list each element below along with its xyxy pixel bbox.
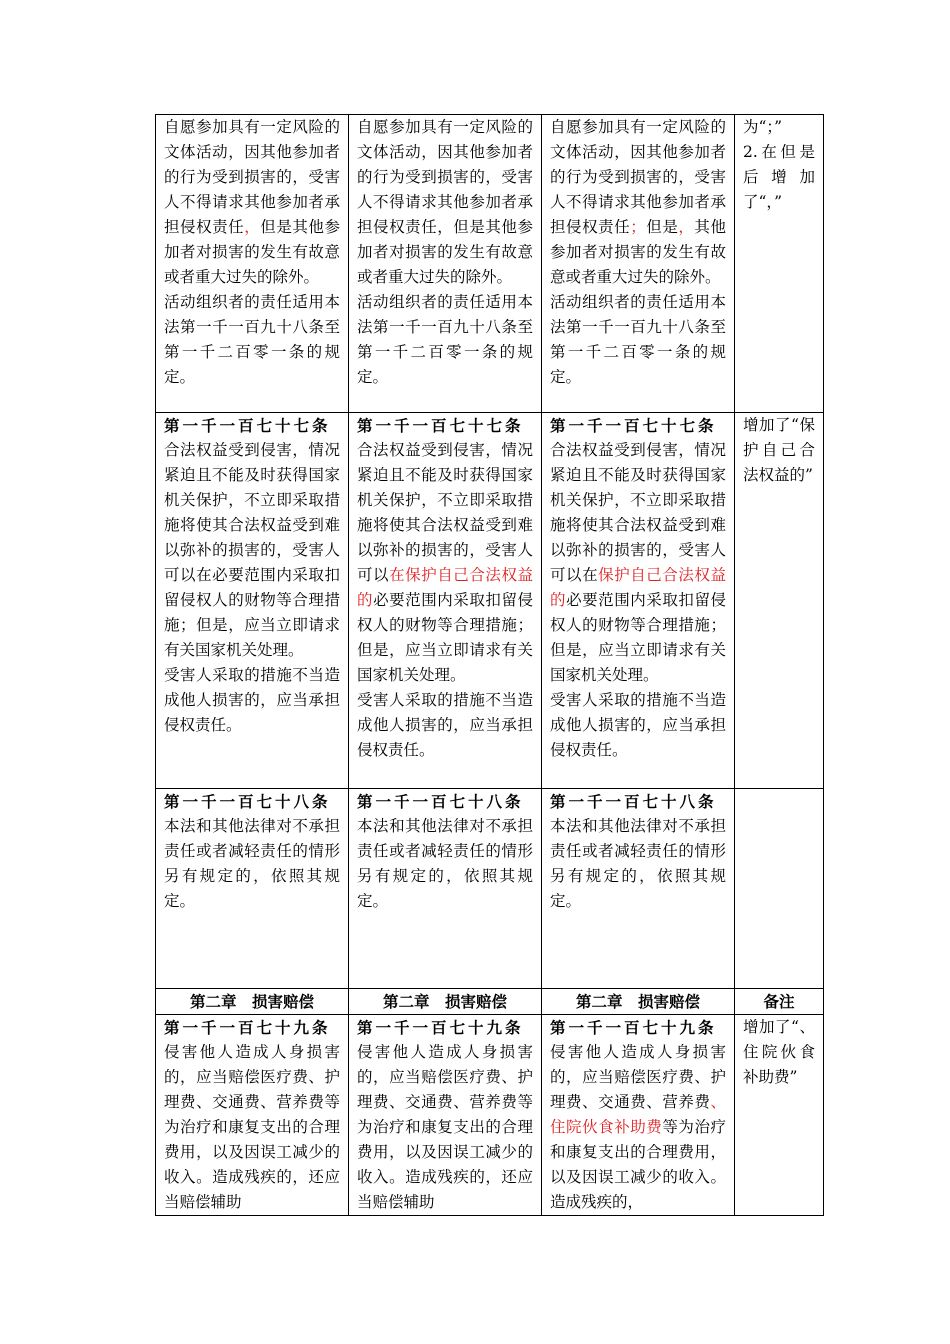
- changed-text: ，: [244, 218, 261, 236]
- changed-text: 、住院伙食补助费: [550, 1093, 726, 1136]
- paragraph: 本法和其他法律对不承担责任或者减轻责任的情形另有规定的，依照其规定。: [357, 817, 533, 910]
- paragraph: 受害人采取的措施不当造成他人损害的，应当承担侵权责任。: [164, 666, 340, 734]
- changed-text: 保护自己合法权益的: [550, 566, 726, 609]
- paragraph: 本法和其他法律对不承担责任或者减轻责任的情形另有规定的，依照其规定。: [550, 817, 726, 910]
- article-title: 第一千一百七十七条: [550, 416, 717, 435]
- paragraph: 合法权益受到侵害，情况紧迫且不能及时获得国家机关保护，不立即采取措施将使其合法权益受到难以弥补的损害的，受害人可以在必要范围内采取扣留侵权人的财物等合理措施；但是，应当立即请求有关国家机关处理。: [164, 441, 340, 659]
- cell-col3: 自愿参加具有一定风险的文体活动，因其他参加者的行为受到损害的，受害人不得请求其他参加者承担侵权责任；但是，其他参加者对损害的发生有故意或者重大过失的除外。 活动组织者的责任适用本法第一千一百九十八条至第一千二百零一条的规定。: [542, 115, 735, 413]
- cell-col2: [349, 1015, 542, 1216]
- paragraph: 自愿参加具有一定风险的文体活动，因其他参加者的行为受到损害的，受害人不得请求其他参加者承担侵权责任，但是其他参加者对损害的发生有故意或者重大过失的除外。: [357, 118, 533, 286]
- cell-col2: [349, 789, 542, 989]
- article-title: 第一千一百七十八条: [357, 792, 524, 811]
- note-cell: 增加了“保护自己合法权益的”: [735, 413, 824, 789]
- paragraph: 受害人采取的措施不当造成他人损害的，应当承担侵权责任。: [357, 691, 533, 759]
- paragraph: 本法和其他法律对不承担责任或者减轻责任的情形另有规定的，依照其规定。: [164, 817, 340, 910]
- chapter-heading: 第二章 损害赔偿: [542, 989, 735, 1015]
- paragraph: 活动组织者的责任适用本法第一千一百九十八条至第一千二百零一条的规定。: [357, 293, 533, 386]
- article-title: 第一千一百七十七条: [164, 416, 331, 435]
- changed-text: ；: [630, 218, 646, 236]
- cell-col2: 第一千一百七十七条 合法权益受到侵害，情况紧迫且不能及时获得国家机关保护，不立即采取措施将使其合法权益受到难以弥补的损害的，受害人可以在保护自己合法权益的必要范围内采取扣留侵权人的财物等合理措施；但是，应当立即请求有关国家机关处理。 受害人采取的措施不当造成他人损害的，应当承担侵权责任。: [349, 413, 542, 789]
- chapter-heading: 第二章 损害赔偿: [349, 989, 542, 1015]
- article-title: 第一千一百七十九条: [357, 1018, 524, 1037]
- note-cell: 为“；” 2.在但是后增加了“，”: [735, 115, 824, 413]
- paragraph: 侵害他人造成人身损害的，应当赔偿医疗费、护理费、交通费、营养费等为治疗和康复支出的合理费用，以及因误工减少的收入。造成残疾的，还应当赔偿辅助: [357, 1043, 533, 1211]
- cell-col1: [156, 413, 349, 789]
- changed-text: 在保护自己合法权益的: [357, 566, 533, 609]
- article-title: 第一千一百七十八条: [164, 792, 331, 811]
- table-row: [156, 413, 824, 789]
- note-cell: [735, 789, 824, 989]
- table-row: [156, 115, 824, 413]
- article-title: 第一千一百七十八条: [550, 792, 717, 811]
- article-title: 第一千一百七十九条: [164, 1018, 331, 1037]
- paragraph: 活动组织者的责任适用本法第一千一百九十八条至第一千二百零一条的规定。: [550, 293, 726, 386]
- cell-col3: 第一千一百七十九条 侵害他人造成人身损害的，应当赔偿医疗费、护理费、交通费、营养费、住院伙食补助费等为治疗和康复支出的合理费用，以及因误工减少的收入。造成残疾的，: [542, 1015, 735, 1216]
- cell-col2: [349, 115, 542, 413]
- paragraph: 活动组织者的责任适用本法第一千一百九十八条至第一千二百零一条的规定。: [164, 293, 340, 386]
- table-row: [156, 1015, 824, 1216]
- comparison-table: [155, 114, 824, 1216]
- note-heading: 备注: [735, 989, 824, 1015]
- paragraph: 受害人采取的措施不当造成他人损害的，应当承担侵权责任。: [550, 691, 726, 759]
- article-title: 第一千一百七十七条: [357, 416, 524, 435]
- cell-col1: 自愿参加具有一定风险的文体活动，因其他参加者的行为受到损害的，受害人不得请求其他参加者承担侵权责任，但是其他参加者对损害的发生有故意或者重大过失的除外。 活动组织者的责任适用本法第一千一百九十八条至第一千二百零一条的规定。: [156, 115, 349, 413]
- chapter-header-row: [156, 989, 824, 1015]
- paragraph: 侵害他人造成人身损害的，应当赔偿医疗费、护理费、交通费、营养费等为治疗和康复支出的合理费用，以及因误工减少的收入。造成残疾的，还应当赔偿辅助: [164, 1043, 340, 1211]
- cell-col1: [156, 1015, 349, 1216]
- note-cell: 增加了“、住院伙食补助费”: [735, 1015, 824, 1216]
- changed-text: ，: [678, 218, 695, 236]
- chapter-heading: 第二章 损害赔偿: [156, 989, 349, 1015]
- cell-col1: [156, 789, 349, 989]
- article-title: 第一千一百七十九条: [550, 1018, 717, 1037]
- cell-col3: [542, 789, 735, 989]
- table-row: [156, 789, 824, 989]
- cell-col3: 第一千一百七十七条 合法权益受到侵害，情况紧迫且不能及时获得国家机关保护，不立即采取措施将使其合法权益受到难以弥补的损害的，受害人可以在保护自己合法权益的必要范围内采取扣留侵权人的财物等合理措施；但是，应当立即请求有关国家机关处理。 受害人采取的措施不当造成他人损害的，应当承担侵权责任。: [542, 413, 735, 789]
